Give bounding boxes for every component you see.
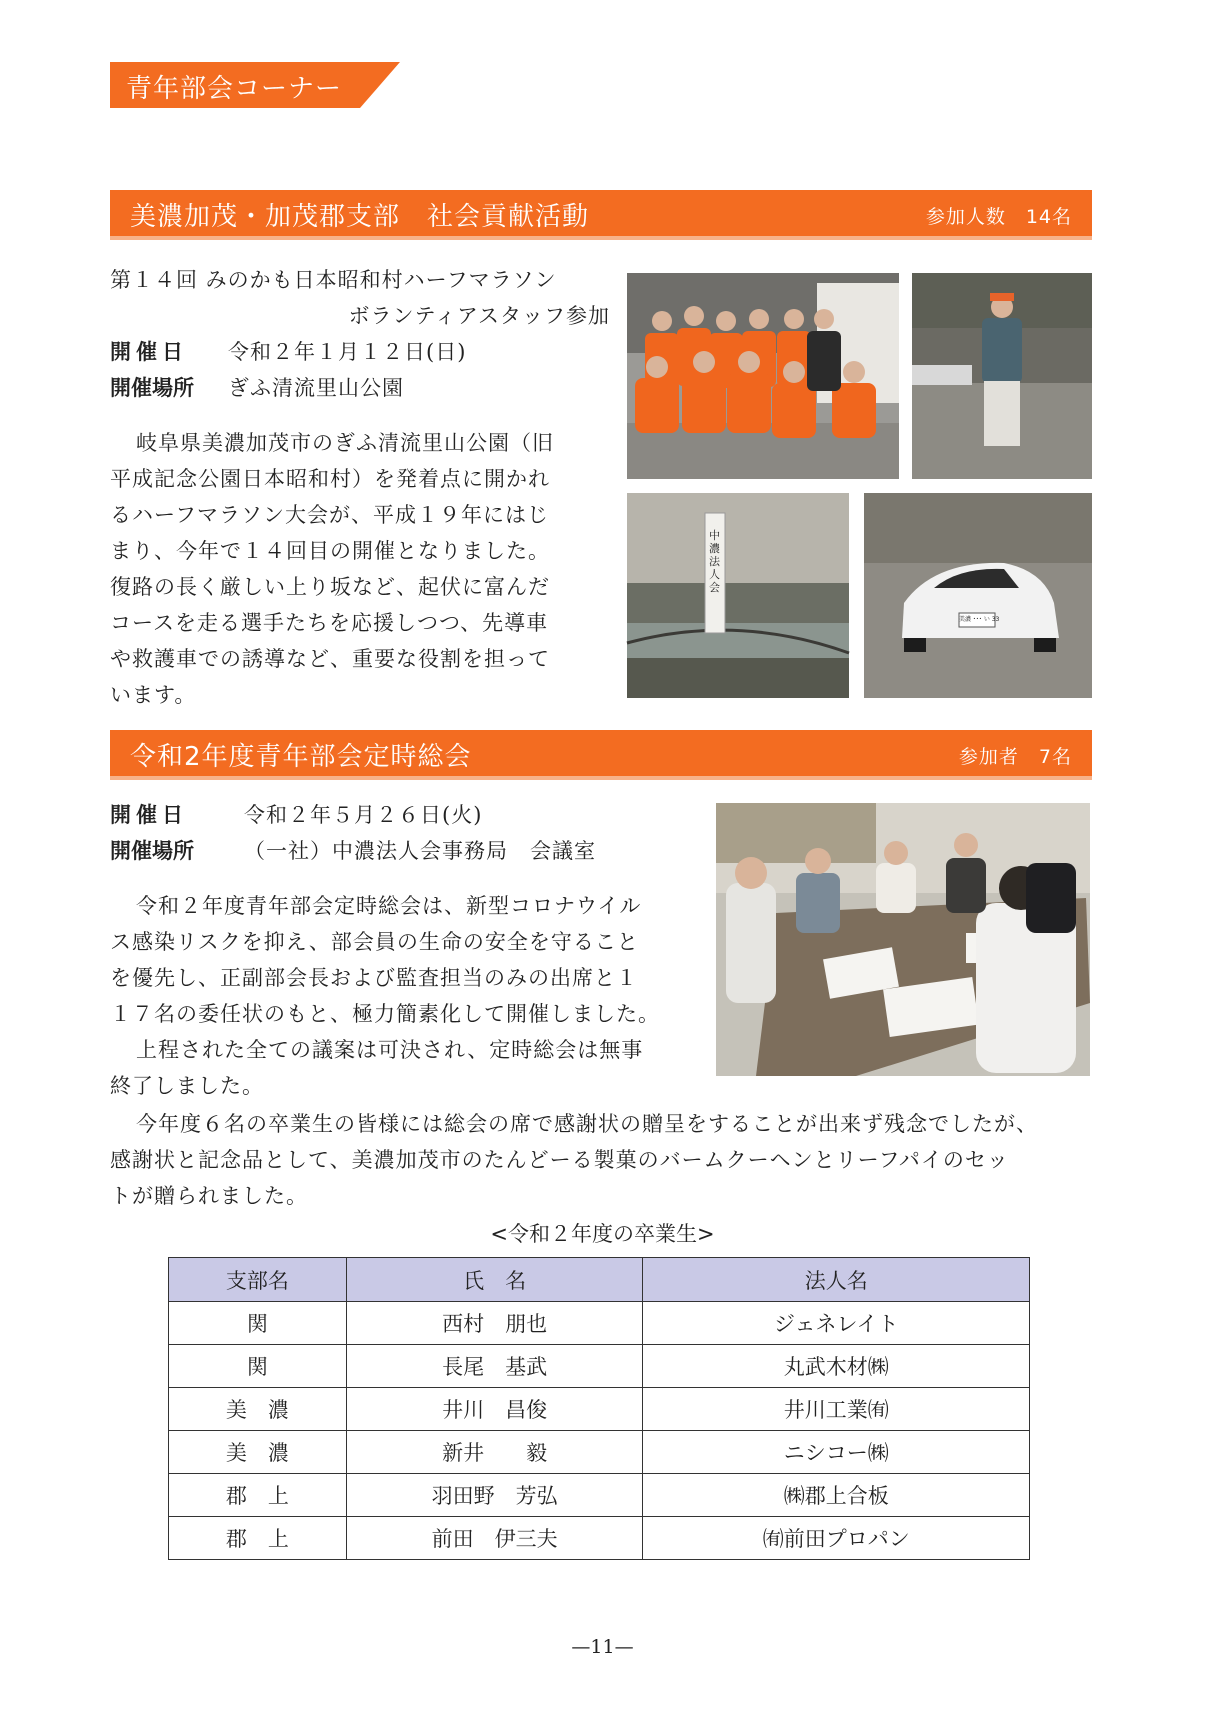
cell-company: ㈱郡上合板 xyxy=(643,1474,1030,1517)
body-line: 平成記念公園日本昭和村）を発着点に開かれ xyxy=(110,467,550,491)
cell-name: 新井 毅 xyxy=(346,1431,643,1474)
body-line: 上程された全ての議案は可決され、定時総会は無事 xyxy=(136,1038,644,1062)
cell-branch: 郡 上 xyxy=(169,1517,347,1560)
section2-body xyxy=(110,888,710,1104)
table-row xyxy=(169,1517,1030,1560)
table-row xyxy=(169,1431,1030,1474)
section2-body-wide xyxy=(110,1106,1100,1214)
section1-header xyxy=(110,190,1092,240)
section-corner-tag xyxy=(110,62,400,108)
table-header-row xyxy=(169,1258,1030,1302)
body-line: １７名の委任状のもと、極力簡素化して開催しました。 xyxy=(110,1002,660,1026)
cell-company: ニシコー㈱ xyxy=(643,1431,1030,1474)
date-label: 開催日 xyxy=(110,803,188,827)
body-line: まり、今年で１４回目の開催となりました。 xyxy=(110,539,550,563)
header-name: 氏 名 xyxy=(346,1258,643,1302)
body-line: を優先し、正副部会長および監査担当のみの出席と１ xyxy=(110,966,638,990)
body-line: るハーフマラソン大会が、平成１９年にはじ xyxy=(110,503,549,527)
body-line: や救護車での誘導など、重要な役割を担って xyxy=(110,647,550,671)
cell-company: 丸武木材㈱ xyxy=(643,1345,1030,1388)
body-line: コースを走る選手たちを応援しつつ、先導車 xyxy=(110,611,549,635)
photo-volunteer-group xyxy=(627,273,899,479)
event-line1: 第１４回 みのかも日本昭和村ハーフマラソン xyxy=(110,268,557,292)
header-branch: 支部名 xyxy=(169,1258,347,1302)
page-number: —11— xyxy=(571,1636,634,1658)
place-label: 開催場所 xyxy=(110,839,194,863)
cell-name: 羽田野 芳弘 xyxy=(346,1474,643,1517)
section1-event-name xyxy=(110,262,610,334)
cell-branch: 関 xyxy=(169,1345,347,1388)
cell-name: 西村 朋也 xyxy=(346,1302,643,1345)
date-value: 令和２年５月２６日(火) xyxy=(244,803,483,827)
place-label: 開催場所 xyxy=(110,376,194,400)
cell-branch: 美 濃 xyxy=(169,1431,347,1474)
section1-participants: 参加人数 14名 xyxy=(925,206,1072,228)
section2-info xyxy=(110,797,710,869)
body-line: 感謝状と記念品として、美濃加茂市のたんどーる製菓のバームクーヘンとリーフパイのセッ xyxy=(110,1148,1009,1172)
cell-company: ジェネレイト xyxy=(643,1302,1030,1345)
graduates-table xyxy=(168,1257,1030,1560)
cell-name: 前田 伊三夫 xyxy=(346,1517,643,1560)
section1-info xyxy=(110,334,610,406)
photo-staff-standing xyxy=(912,273,1092,479)
section1-title: 美濃加茂・加茂郡支部 社会貢献活動 xyxy=(130,202,590,232)
cell-name: 井川 昌俊 xyxy=(346,1388,643,1431)
banner-text: 中濃法人会 xyxy=(709,529,720,594)
photo-lead-car xyxy=(864,493,1092,698)
photo-general-meeting xyxy=(716,803,1090,1076)
body-line: 岐阜県美濃加茂市のぎふ清流里山公園（旧 xyxy=(136,431,554,455)
body-line: ス感染リスクを抑え、部会員の生命の安全を守ること xyxy=(110,930,639,954)
section2-title: 令和2年度青年部会定時総会 xyxy=(130,742,472,772)
table-row xyxy=(169,1388,1030,1431)
corner-tag-label: 青年部会コーナー xyxy=(126,74,343,104)
date-value: 令和２年１月１２日(日) xyxy=(228,340,467,364)
graduates-caption: <令和２年度の卒業生> xyxy=(490,1222,715,1246)
section2-participants: 参加者 7名 xyxy=(958,746,1072,768)
table-row xyxy=(169,1345,1030,1388)
body-line: 令和２年度青年部会定時総会は、新型コロナウイル xyxy=(136,894,642,918)
event-line2: ボランティアスタッフ参加 xyxy=(348,304,610,328)
place-value: ぎふ清流里山公園 xyxy=(228,376,404,400)
section2-header xyxy=(110,730,1092,780)
cell-company: ㈲前田プロパン xyxy=(643,1517,1030,1560)
date-label: 開催日 xyxy=(110,340,188,364)
body-line: 復路の長く厳しい上り坂など、起伏に富んだ xyxy=(110,575,550,599)
body-line: います。 xyxy=(110,683,197,707)
cell-branch: 郡 上 xyxy=(169,1474,347,1517)
cell-name: 長尾 基武 xyxy=(346,1345,643,1388)
body-line: 今年度６名の卒業生の皆様には総会の席で感謝状の贈呈をすることが出来ず残念でしたが、 xyxy=(136,1112,1038,1136)
cell-company: 井川工業㈲ xyxy=(643,1388,1030,1431)
table-row xyxy=(169,1474,1030,1517)
header-company: 法人名 xyxy=(643,1258,1030,1302)
cell-branch: 関 xyxy=(169,1302,347,1345)
place-value: （一社）中濃法人会事務局 会議室 xyxy=(244,839,596,863)
license-plate: 美濃 ･･･ い 33 xyxy=(959,616,1000,623)
photo-park-banner xyxy=(627,493,849,698)
section1-body xyxy=(110,425,610,713)
table-row xyxy=(169,1302,1030,1345)
cell-branch: 美 濃 xyxy=(169,1388,347,1431)
body-line: 終了しました。 xyxy=(110,1074,264,1098)
body-line: トが贈られました。 xyxy=(110,1184,308,1208)
